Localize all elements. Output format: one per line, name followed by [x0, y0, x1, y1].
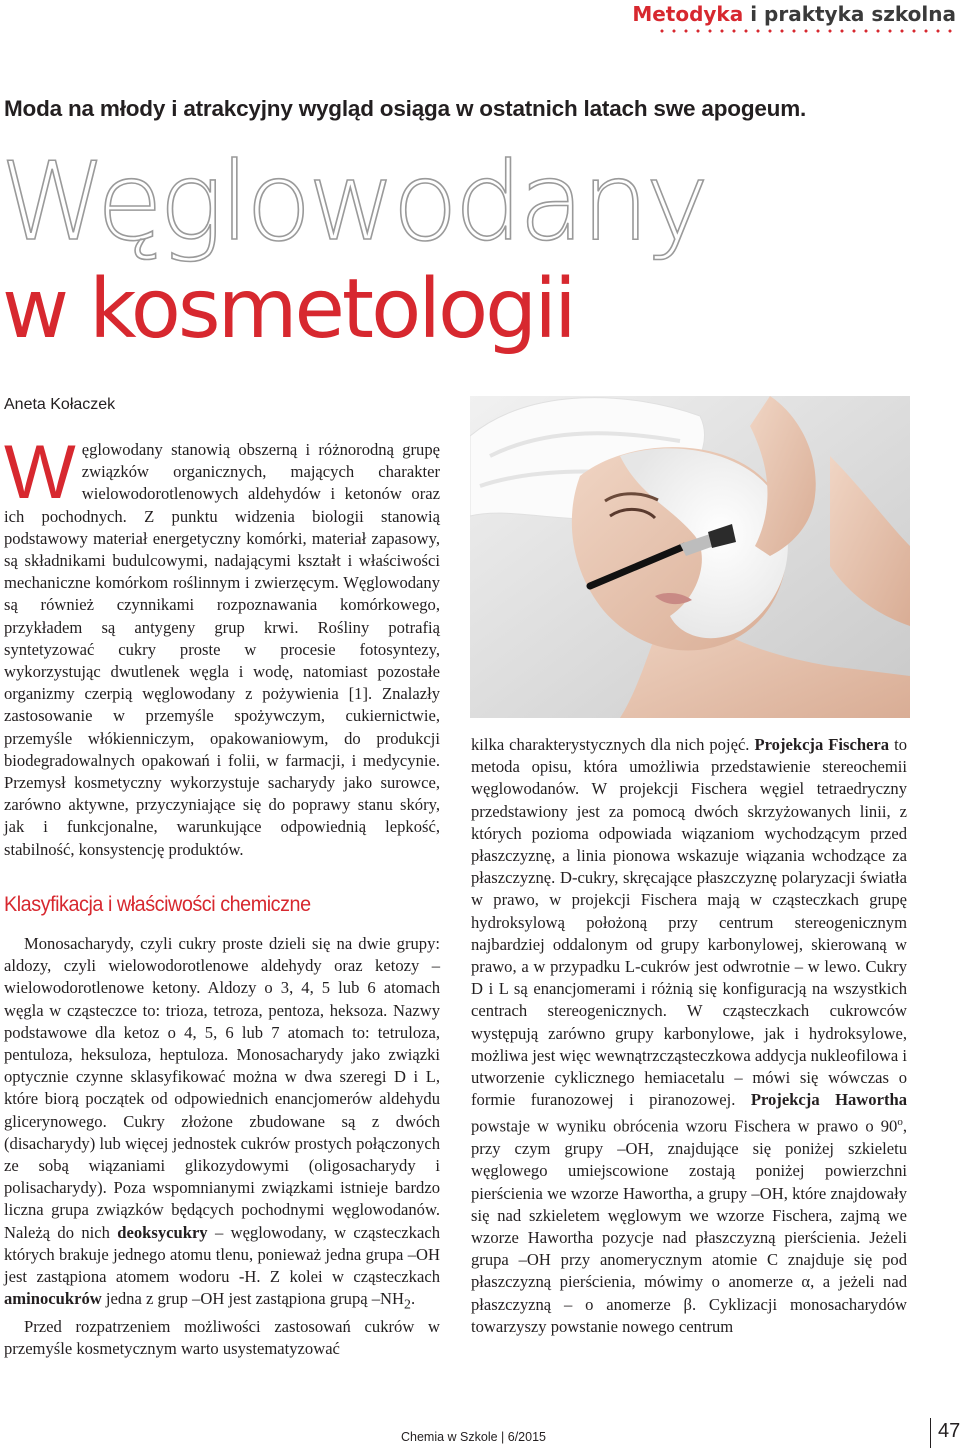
term-aminosugars: aminocukrów: [4, 1289, 102, 1309]
left-column-body: [4, 933, 440, 1360]
intro-paragraph: [4, 430, 440, 861]
footer-divider: [930, 1418, 931, 1448]
facial-mask-photo: [470, 396, 910, 718]
tagline: Moda na młody i atrakcyjny wygląd osiąga w ostatnich latach swe apogeum.: [4, 96, 807, 121]
text-run: jedna z grup –OH jest zastąpiona grupą –NH: [101, 1289, 405, 1309]
section-header-rest: i praktyka szkolna: [743, 2, 956, 26]
superscript-degree: o: [897, 1116, 903, 1129]
header-dotted-rule: [656, 28, 956, 34]
term-fischer-projection: Projekcja Fischera: [754, 735, 890, 754]
paragraph-intro-concepts: Przed rozpatrzeniem możliwości zastosowań cukrów w przemyśle kosmetycznym warto usystematyzować: [4, 1316, 440, 1358]
section-header-highlight: Metodyka: [632, 2, 744, 26]
text-run: – węglowodany, w cząsteczkach których brakuje jednego atomu tlenu, ponieważ jedna grupa –OH jest zastąpiona atomem wodoru -H. Z kolei w cząsteczkach: [4, 1222, 440, 1287]
text-run: .: [410, 1289, 416, 1309]
text-run: to metoda opisu, która umożliwia przedstawienie stereochemii węglowodanów. W projekcji Fischera węgiel tetraedryczny przedstawiony jest za pomocą dwóch skrzyżowanych linii, z których pozioma odpowiada wiązaniom wychodzącym przed płaszczyznę, a linia pionowa wskazuje wiązania wchodzące za płaszczyznę. D-cukry, skręcające płaszczyznę polaryzacji światła w prawo, w projekcji Fischera mają w cząsteczkach grupę hydroksylową położoną przy centrum stereogenicznym najbardziej oddalonym od grupy karbonylowej, skierowaną w prawo, a w przypadku L-cukrów jest odwrotnie – w lewo. Cukry D i L są enancjomerami i różnią się konfiguracją na wszystkich centrach stereogenicznych. W cząsteczkach cukrowców występują zarówno grupy karbonylowe, jak i hydroksylowe, możliwa jest więc wewnątrzcząsteczkowa addycja nukleofilowa i utworzenie cyklicznego hemiacetalu – mówi się wówczas o formie furanozowej i piranozowej.: [471, 735, 907, 1110]
term-deoxysugars: deoksycukry: [117, 1222, 208, 1242]
section-header: [632, 2, 956, 26]
subscript: 2: [404, 1296, 411, 1312]
footer-journal-info: Chemia w Szkole | 6/2015: [401, 1430, 546, 1444]
text-run: Monosacharydy, czyli cukry proste dzieli się na dwie grupy: aldozy, czyli wielowodorotlenowe aldehydy oraz ketozy – wielowodorotlenowe ketony. Aldozy o 3, 4, 5 lub 6 atomach węgla w cząsteczce to: trioza, tetroza, pentoza, heksoza. Nazwy podstawowe dla ketoz o 4, 5, 6 lub 7 atomach to: tetruloza, pentuloza, heksuloza, heptuloza. Monosacharydy jako związki optycznie czynne sklasyfikować można w dwa szeregi D i L, które biorą początek od odpowiednich enancjomerów aldehydu glicerynowego. Cukry złożone zbudowane są z dwóch (disacharydy) lub więcej jednostek cukrów prostych połączonych ze sobą wiązaniami glikozydowymi (oligosacharydy i polisacharydy). Poza wspomnianymi związkami istnieje bardzo liczna grupa związków będących pochodnymi węglowodanów. Należą do nich: [4, 934, 440, 1242]
text-run: powstaje w wyniku obrócenia wzoru Fischera w prawo o 90: [471, 1116, 898, 1136]
term-haworth-projection: Projekcja Hawortha: [750, 1090, 907, 1110]
intro-text: ęglowodany stanowią obszerną i różnorodną grupę związków organicznych, mających charakter wielowodorotlenowych aldehydów i ketonów oraz ich pochodnych. Z punktu widzenia biologii stanowią podstawowy materiał energetyczny komórki, materiał zapasowy, są składnikami budulcowymi, nadającymi kształt i właściwości mechaniczne komórkom roślinnym i zwierzęcym. Węglowodany są również czynnikami rozpoznawania komórkowego, przykładem są antygeny grup krwi. Rośliny potrafią syntetyzować cukry proste w procesie fotosyntezy, wykorzystując dwutlenek węgla i wodę, natomiast pozostałe organizmy czerpią węglowodany z pożywienia [1]. Znalazły zastosowanie w przemyśle spożywczym, cukiernictwie, przemyśle włókienniczym, opakowaniowym, do produkcji biodegradowalnych opakowań i folii, w farmacji, i medycynie. Przemysł kosmetyczny wykorzystuje sacharydy jako surowce, zarówno aktywne, przyczyniające się do poprawy stanu skóry, jak i funkcjonalne, warunkujące odpowiednią lepkość, stabilność, konsystencję produktów.: [4, 440, 440, 859]
right-column-body: [471, 734, 907, 1338]
drop-cap: W: [4, 430, 76, 515]
text-run: kilka charakterystycznych dla nich pojęć.: [471, 735, 755, 754]
section-heading: Klasyfikacja i właściwości chemiczne: [4, 892, 311, 916]
text-run: , przy czym grupy –OH, znajdujące się poniżej szkieletu węglowego umiejscowione zostają poniżej powierzchni pierścienia we wzorze Hawortha, a grupy –OH, które znajdowały się nad szkieletem węglowym we wzorze Fischera, zajmą we wzorze Hawortha pozycje nad płaszczyzną pierścienia. Jeżeli grupa –OH przy anomerycznym atomie C znajduje się pod płaszczyzną pierścienia, mówimy o anomerze α, a jeżeli nad płaszczyzną – o anomerze β. Cyklizacji monosacharydów towarzyszy powstanie nowego centrum: [471, 1116, 907, 1336]
paragraph-monosaccharides: [4, 933, 440, 1316]
paragraph-projections: [471, 734, 907, 1338]
title-line-2: w kosmetologii: [2, 262, 574, 357]
author-name: Aneta Kołaczek: [4, 396, 116, 413]
page-number: 47: [938, 1420, 960, 1442]
photo-illustration: [470, 396, 910, 718]
title-line-1: Węglowodany: [0, 140, 706, 265]
